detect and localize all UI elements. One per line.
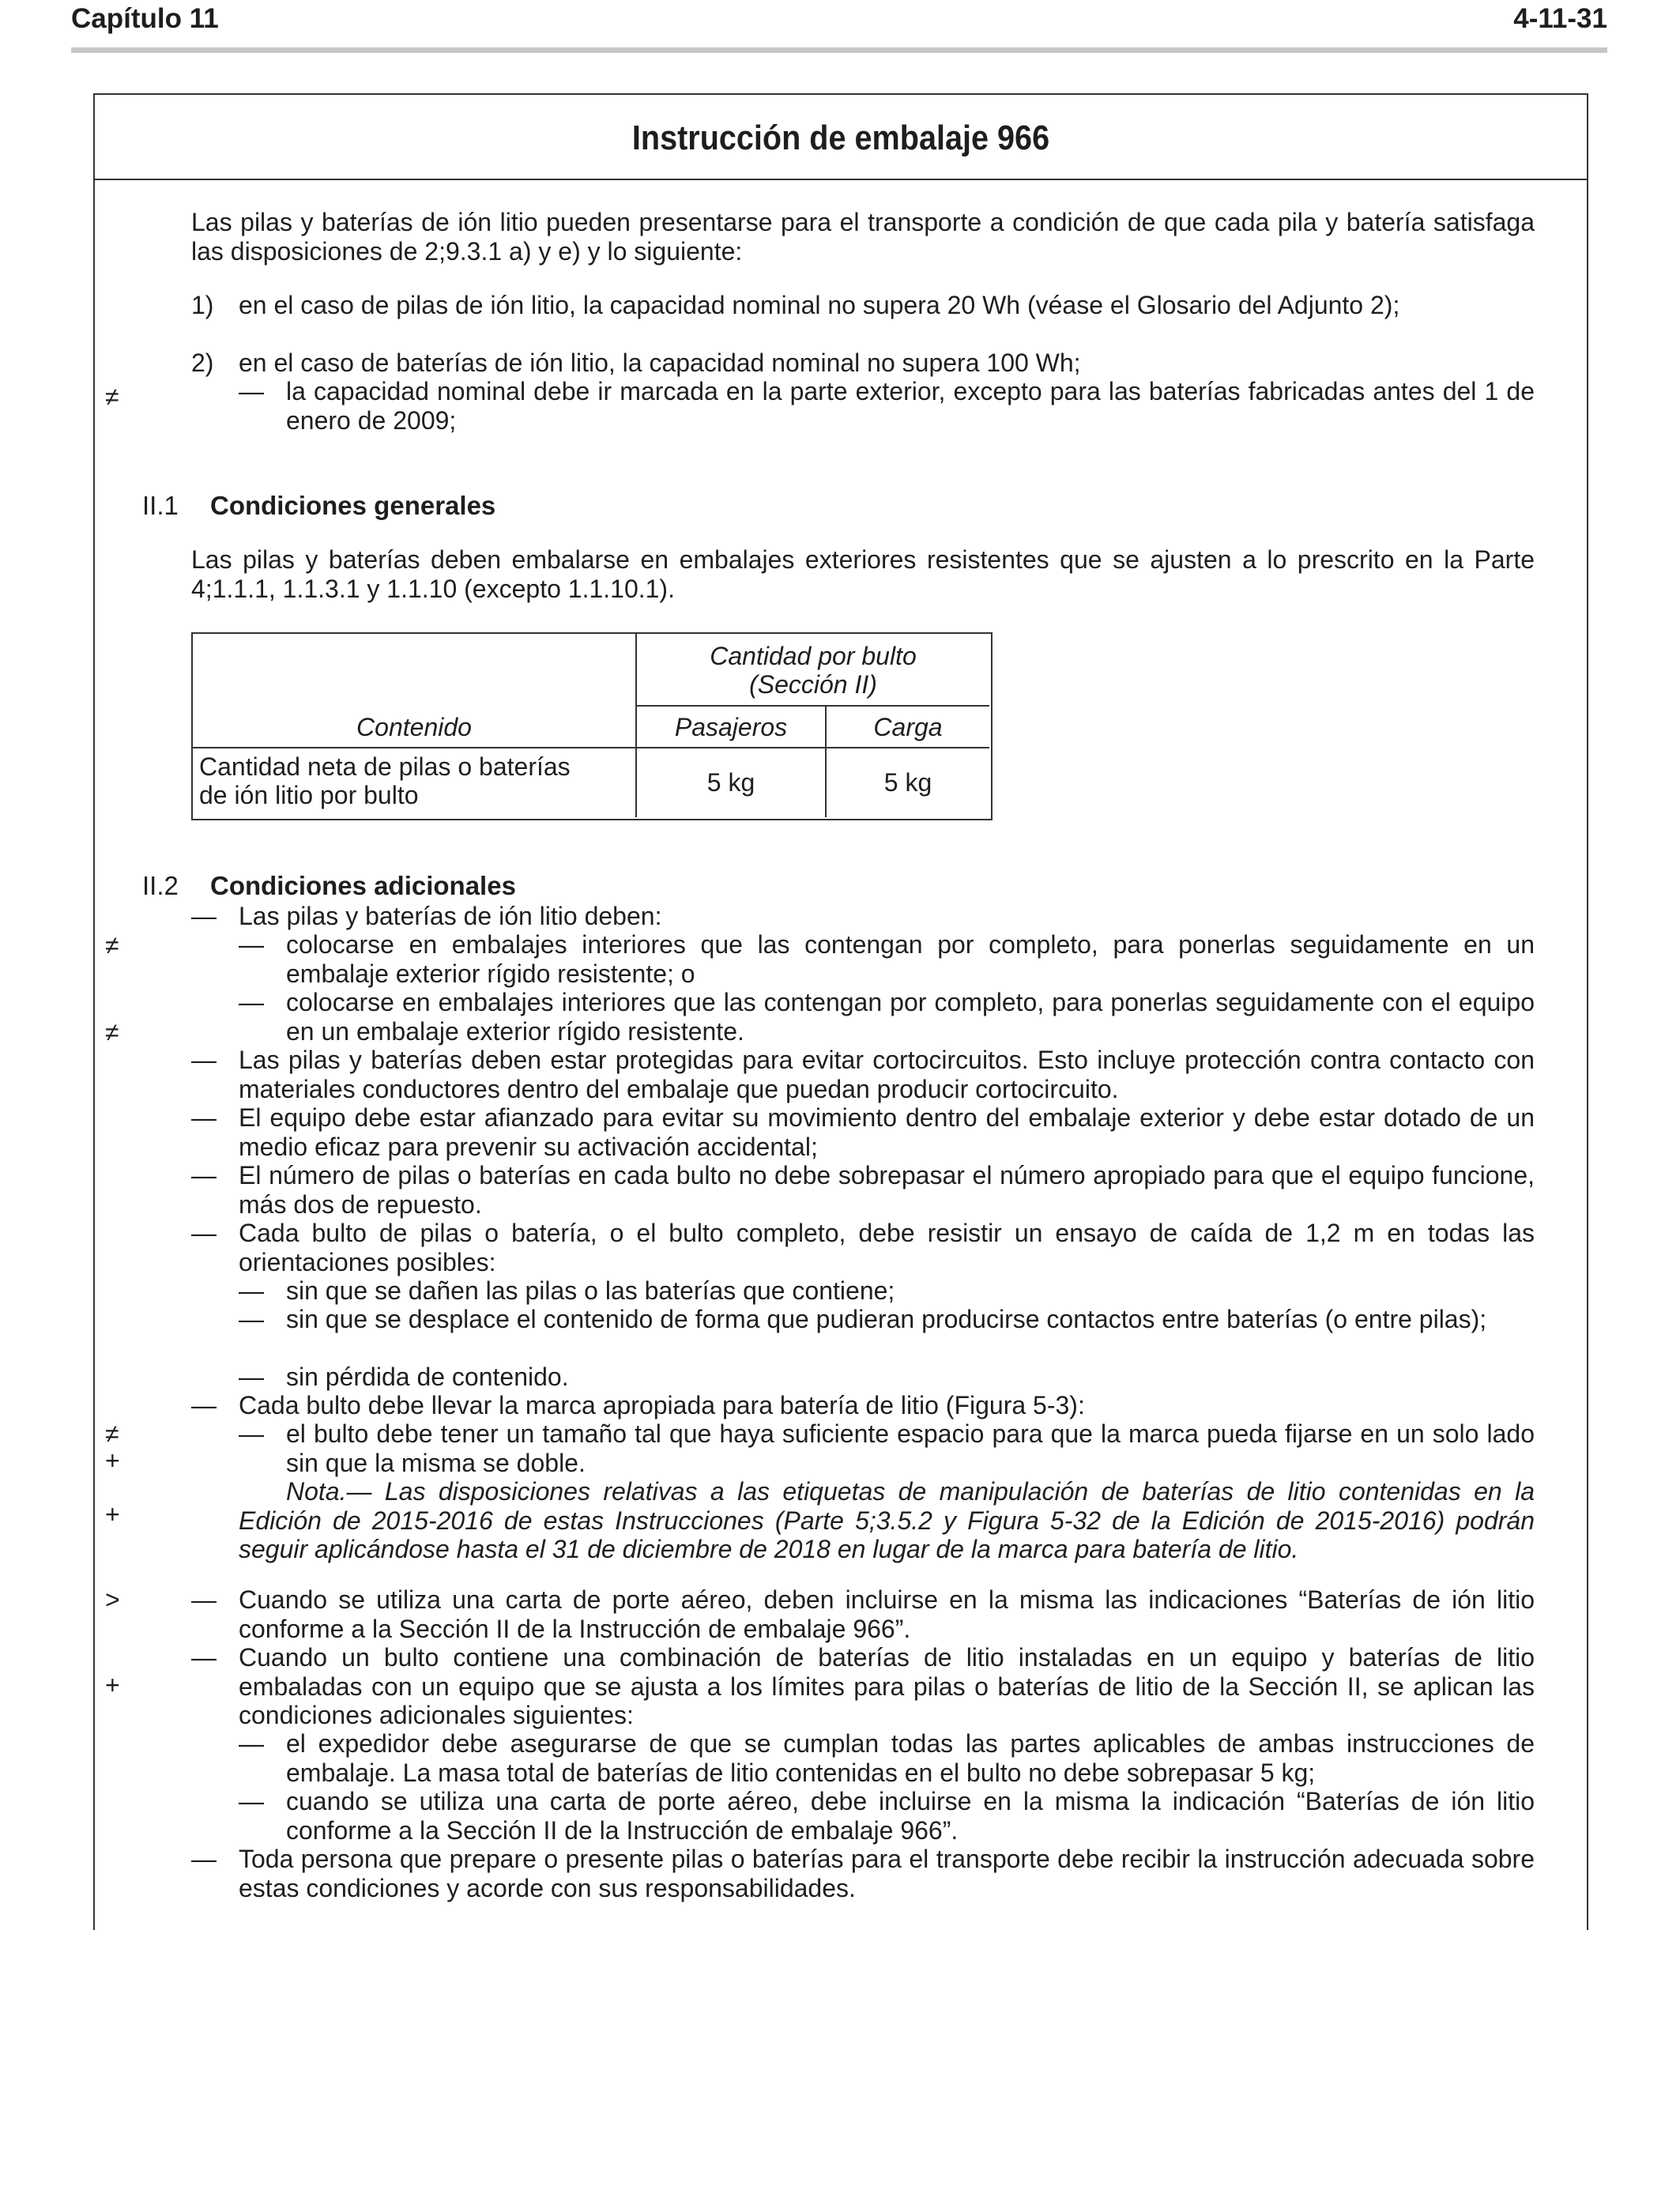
condition-item: Cuando un bulto contiene una combinación de baterías de litio instaladas en un equipo y baterías de litio embaladas con un equipo que se ajusta a los límites para pilas o baterías de litio de la Sección II, se aplican las condiciones adicionales siguientes: [239, 1643, 1535, 1729]
intro-paragraph: Las pilas y baterías de ión litio pueden presentarse para el transporte a condición de que cada pila y batería satisfaga las disposiciones de 2;9.3.1 a) y e) y lo siguiente: [191, 208, 1535, 266]
dash-marker: — [191, 1585, 217, 1614]
note-text: Las disposiciones relativas a las etiquetas de manipulación de baterías de litio contenidas en la Edición de 2015-2016 de estas Instrucciones (Parte 5;3.5.2 y Figura 5-32 de la Edición de 2015-2016) podrán seguir aplicándose hasta el 31 de diciembre de 2018 en lugar de la marca para batería de litio. [239, 1477, 1535, 1563]
header-rule [71, 47, 1607, 53]
table-cell-pasajeros: 5 kg [706, 768, 755, 797]
item-text: en el caso de baterías de ión litio, la capacidad nominal no supera 100 Wh; [239, 349, 1081, 377]
condition-subitem: cuando se utiliza una carta de porte aéreo, debe incluirse en la misma la indicación “Baterías de ión litio conforme a la Sección II de la Instrucción de embalaje 966”. [286, 1787, 1535, 1845]
dash-marker: — [239, 1276, 264, 1305]
dash-marker: — [239, 1729, 264, 1758]
dash-marker: — [239, 1787, 264, 1815]
condition-item: El equipo debe estar afianzado para evitar su movimiento dentro del embalaje exterior y debe estar dotado de un medio eficaz para prevenir su activación accidental; [239, 1103, 1535, 1161]
condition-subitem: colocarse en embalajes interiores que las contengan por completo, para ponerlas seguidamente con el equipo en un embalaje exterior rígido resistente. [286, 988, 1535, 1046]
dash-marker: — [239, 377, 264, 405]
section-heading: Condiciones adicionales [210, 871, 516, 900]
title-row [95, 95, 1587, 180]
item-text: en el caso de pilas de ión litio, la capacidad nominal no supera 20 Wh (véase el Glosario del Adjunto 2); [239, 291, 1400, 319]
change-mark: ≠ [105, 931, 119, 959]
change-mark: ≠ [105, 383, 119, 411]
condition-item: Toda persona que prepare o presente pilas o baterías para el transporte debe recibir la instrucción adecuada sobre estas condiciones y acorde con sus responsabilidades. [239, 1845, 1535, 1902]
condition-item: Las pilas y baterías de ión litio deben: [239, 902, 662, 930]
condition-item: El número de pilas o baterías en cada bulto no debe sobrepasar el número apropiado para que el equipo funcione, más dos de repuesto. [239, 1161, 1535, 1219]
condition-subitem: sin que se desplace el contenido de forma que pudieran producirse contactos entre baterías (o entre pilas); [286, 1305, 1487, 1333]
note-label: Nota.— [286, 1477, 372, 1506]
section-paragraph: Las pilas y baterías deben embalarse en embalajes exteriores resistentes que se ajusten a lo prescrito en la Parte 4;1.1.1, 1.1.3.1 y 1.1.10 (excepto 1.1.10.1). [191, 545, 1535, 603]
dash-marker: — [191, 1391, 217, 1419]
dash-marker: — [239, 1305, 264, 1333]
dash-marker: — [191, 1161, 217, 1189]
dash-marker: — [191, 1845, 217, 1873]
table-group-header: Cantidad por bulto (Sección II) [710, 642, 917, 699]
change-mark: ≠ [105, 1419, 119, 1448]
table-cell-carga: 5 kg [883, 768, 932, 797]
dash-marker: — [191, 1219, 217, 1247]
addition-mark: + [105, 1500, 120, 1529]
condition-subitem: el expedidor debe asegurarse de que se cumplan todas las partes aplicables de ambas instrucciones de embalaje. La masa total de baterías de litio contenidas en el bulto no debe sobrepasar 5 kg; [286, 1729, 1535, 1787]
item-subtext: la capacidad nominal debe ir marcada en la parte exterior, excepto para las baterías fabricadas antes del 1 de enero de 2009; [286, 377, 1535, 435]
dash-marker: — [191, 902, 217, 930]
condition-item: Las pilas y baterías deben estar protegidas para evitar cortocircuitos. Esto incluye protección contra contacto con materiales conductores dentro del embalaje que puedan producir cortocircuito. [239, 1046, 1535, 1103]
section-number: II.1 [142, 491, 179, 520]
table-header-carga: Carga [873, 713, 943, 741]
table-header-pasajeros: Pasajeros [674, 713, 788, 741]
dash-marker: — [191, 1643, 217, 1672]
dash-marker: — [239, 930, 264, 959]
dash-marker: — [191, 1103, 217, 1132]
table-row-label: Cantidad neta de pilas o baterías de ión litio por bulto [199, 752, 571, 809]
condition-item: Cada bulto debe llevar la marca apropiada para batería de litio (Figura 5-3): [239, 1391, 1085, 1419]
page-title: Instrucción de embalaje 966 [631, 119, 1050, 157]
note-paragraph [239, 1477, 1535, 1564]
running-header [71, 0, 1607, 49]
dash-marker: — [239, 988, 264, 1016]
dash-marker: — [239, 1363, 264, 1391]
condition-item: Cuando se utiliza una carta de porte aéreo, deben incluirse en la misma las indicaciones “Baterías de ión litio conforme a la Sección II de la Instrucción de embalaje 966”. [239, 1585, 1535, 1643]
section-heading: Condiciones generales [210, 491, 496, 520]
section-number: II.2 [142, 871, 179, 900]
condition-subitem: colocarse en embalajes interiores que las contengan por completo, para ponerlas seguidamente en un embalaje exterior rígido resistente; o [286, 930, 1535, 988]
change-mark: ≠ [105, 1018, 119, 1046]
item-number: 1) [191, 291, 214, 319]
item-number: 2) [191, 349, 214, 377]
chapter-label: Capítulo 11 [71, 3, 219, 34]
dash-marker: — [239, 1419, 264, 1448]
condition-subitem: el bulto debe tener un tamaño tal que haya suficiente espacio para que la marca pueda fijarse en un solo lado sin que la misma se doble. [286, 1419, 1535, 1477]
addition-mark: + [105, 1671, 120, 1699]
page-number: 4-11-31 [1513, 3, 1607, 34]
addition-mark: + [105, 1446, 120, 1475]
condition-subitem: sin pérdida de contenido. [286, 1363, 569, 1391]
quantity-table [191, 632, 993, 820]
condition-item: Cada bulto de pilas o batería, o el bulto completo, debe resistir un ensayo de caída de 1,2 m en todas las orientaciones posibles: [239, 1219, 1535, 1276]
dash-marker: — [191, 1046, 217, 1074]
condition-subitem: sin que se dañen las pilas o las baterías que contiene; [286, 1276, 895, 1305]
table-header-contenido: Contenido [356, 713, 472, 741]
revision-mark: > [105, 1585, 120, 1614]
